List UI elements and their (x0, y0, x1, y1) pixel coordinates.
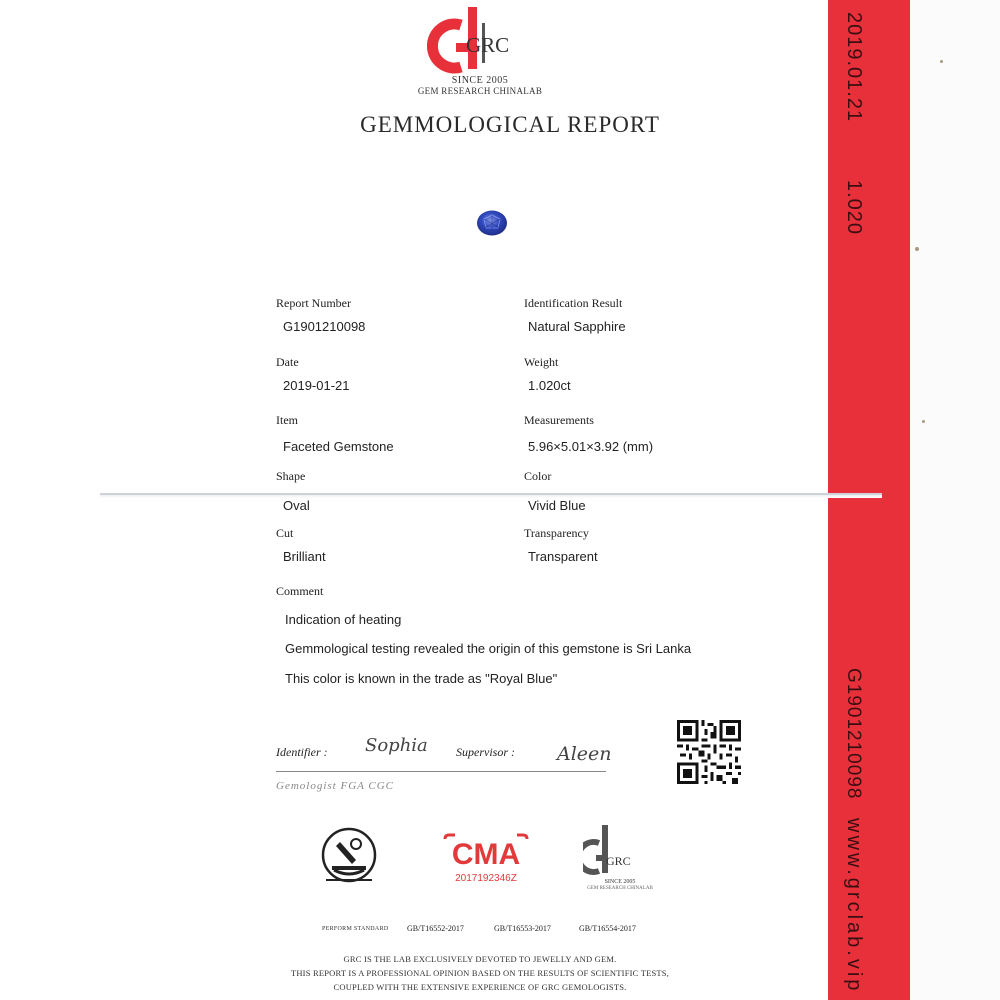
inspection-emblem (320, 826, 378, 888)
comment-line: This color is known in the trade as "Royal Blue" (285, 671, 558, 686)
identification-label: Identification Result (524, 296, 623, 310)
speck (915, 247, 919, 251)
measurements-value: 5.96×5.01×3.92 (mm) (528, 439, 654, 454)
gemologist-credentials: Gemologist FGA CGC (276, 780, 395, 792)
weight-label: Weight (524, 355, 559, 369)
right-margin (910, 0, 1000, 1000)
side-website: www.grclab.vip (843, 818, 865, 994)
cut-label: Cut (276, 526, 294, 540)
speck (922, 420, 925, 423)
speck (940, 60, 943, 63)
color-label: Color (524, 469, 552, 483)
identifier-label: Identifier : (276, 745, 328, 759)
footer-line: GRC IS THE LAB EXCLUSIVELY DEVOTED TO JEWELLY AND GEM. (343, 954, 617, 964)
grc-small-logo (583, 823, 633, 879)
side-strip (828, 0, 910, 1000)
small-lab-name: GEM RESEARCH CHINALAB (587, 886, 653, 891)
side-date: 2019.01.21 (843, 12, 865, 123)
comment-label: Comment (276, 584, 324, 598)
qr-code[interactable] (677, 720, 741, 784)
cma-number: 2017192346Z (455, 873, 517, 884)
supervisor-signature: Aleen (557, 743, 612, 765)
side-report-number: G1901210098 (843, 668, 864, 800)
identification-value: Natural Sapphire (528, 319, 626, 334)
footer-line: THIS REPORT IS A PROFESSIONAL OPINION BASED ON THE RESULTS OF SCIENTIFIC TESTS, (290, 968, 670, 978)
logo-text: GRC (466, 33, 510, 57)
standard-item: GB/T16554-2017 (579, 924, 636, 933)
small-grc-text: GRC (606, 854, 631, 868)
date-value: 2019-01-21 (283, 378, 350, 393)
perform-standard-label: PERFORM STANDARD (322, 926, 389, 932)
transparency-value: Transparent (528, 549, 598, 564)
report-number-value: G1901210098 (283, 319, 366, 334)
logo-since: SINCE 2005 (451, 75, 509, 86)
shape-label: Shape (276, 469, 306, 483)
gemstone-photo (476, 209, 508, 237)
identifier-signature: Sophia (365, 735, 428, 756)
transparency-label: Transparency (524, 526, 589, 540)
side-weight: 1.020 (843, 180, 865, 236)
supervisor-label: Supervisor : (456, 745, 515, 759)
comment-line: Indication of heating (285, 612, 402, 627)
weight-value: 1.020ct (528, 378, 571, 393)
date-label: Date (276, 355, 299, 369)
standard-item: GB/T16553-2017 (494, 924, 551, 933)
cma-seal (441, 833, 531, 873)
report-number-label: Report Number (276, 296, 351, 310)
lab-name: GEM RESEARCH CHINALAB (417, 86, 543, 96)
fold-shadow (100, 495, 882, 498)
signature-line (276, 771, 606, 772)
item-value: Faceted Gemstone (283, 439, 394, 454)
standard-item: GB/T16552-2017 (407, 924, 464, 933)
comment-line: Gemmological testing revealed the origin of this gemstone is Sri Lanka (285, 641, 692, 656)
cma-mark: CMA (451, 838, 521, 871)
shape-value: Oval (283, 498, 310, 513)
item-label: Item (276, 413, 298, 427)
measurements-label: Measurements (524, 413, 594, 427)
page-title: GEMMOLOGICAL REPORT (360, 112, 660, 137)
small-since: SINCE 2005 (604, 879, 636, 885)
footer-line: COUPLED WITH THE EXTENSIVE EXPERIENCE OF GRC GEMOLOGISTS. (333, 982, 627, 992)
color-value: Vivid Blue (528, 498, 586, 513)
cut-value: Brilliant (283, 549, 326, 564)
